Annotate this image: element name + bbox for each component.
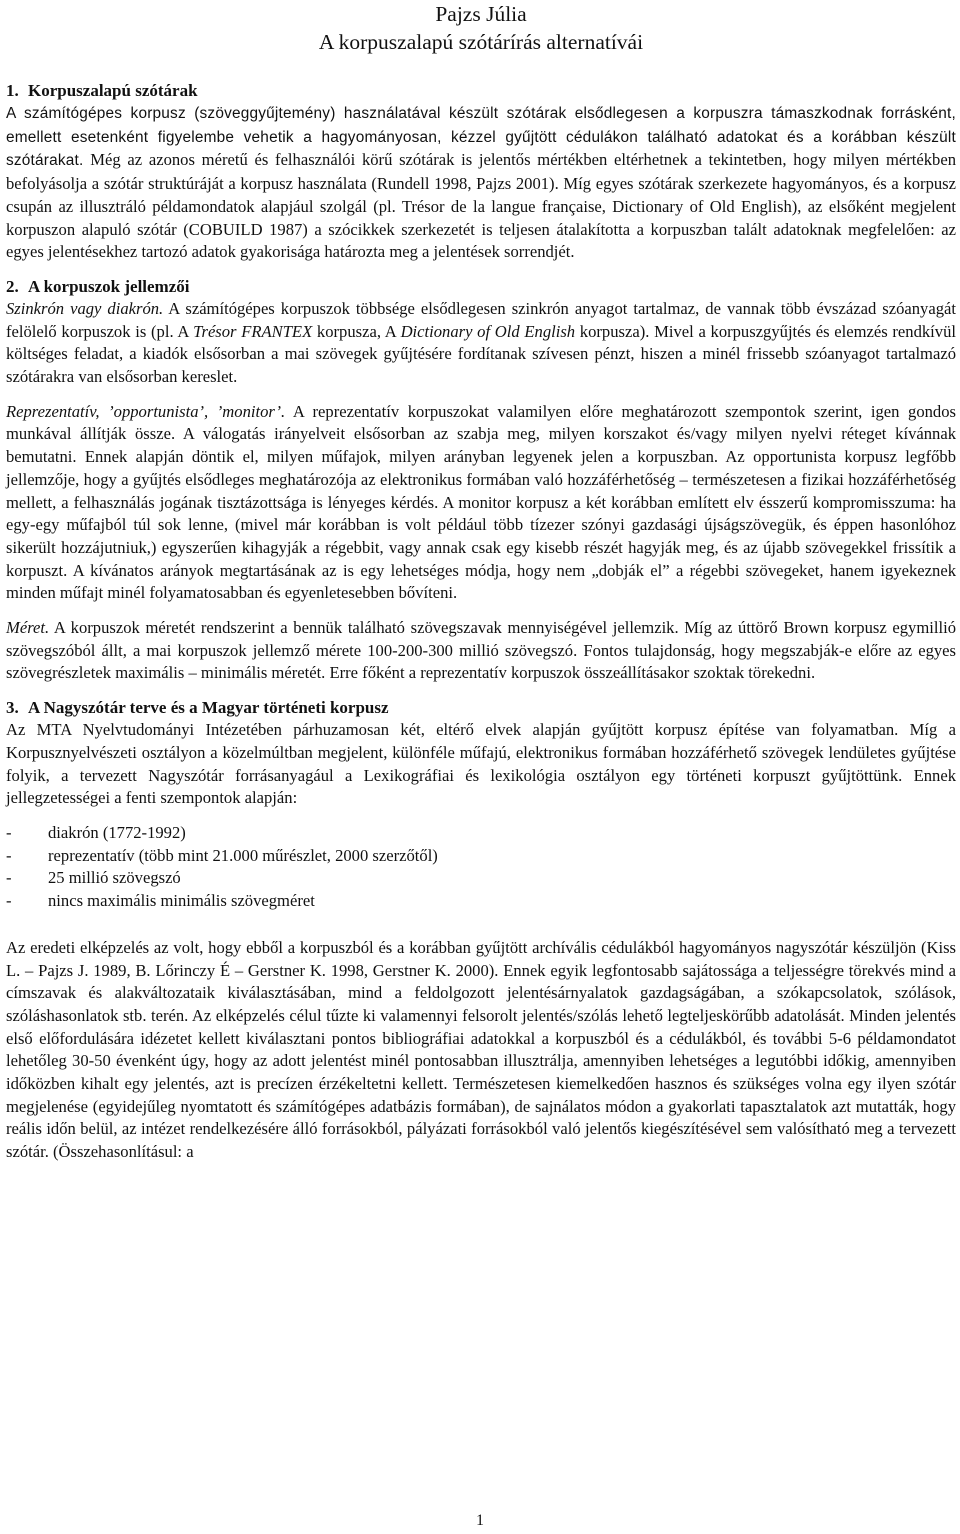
- list-item: [6, 867, 956, 890]
- section-1-number: 1.: [6, 81, 19, 100]
- section-2-heading: [6, 276, 956, 298]
- p-representative-text: A reprezentatív korpuszokat valamilyen előre meghatározott szempontok szerint, igen gondos munkával állítják össze. A válogatás irányelveit elsősorban az szabja meg, milyen korszakot és/vagy milyen nyelvi réteget kívánnak bemutatni. Ennek alapján döntik el, milyen műfajok, milyen arányban legyenek jelen a korpuszban. Az opportunista korpusz legfőbb jellemzője, hogy a gyűjtés elsődleges meghatározója az elektronikus formában való hozzáférhetőség – természetesen a fizikai hozzáférhetőség mellett, a felhasználás jogának tisztázottsága is lényeges kérdés. A monitor korpusz a két korábban említett elv ésszerű kompromisszuma: ha egy-egy műfajból túl sok lenne, (mivel már korábban is volt például több tízezer szónyi gazdasági újságszövegük, és éppen hasonlóhoz sikerült hozzájutniuk,) egyszerűen kihagyják a régebbit, vagy annak csak egy kisebb részét hagyják meg, és az újabb szövegekkel frissítik a korpuszt. A kívánatos arányok megtartásának az is egy lehetséges módja, hogy nem „dobják el” a régebbi szövegeket, hanem igyekeznek minden műfajt minél folyamatosabban és egyenletesebben bővíteni.: [6, 401, 956, 603]
- list-item-text: nincs maximális minimális szövegméret: [48, 891, 315, 911]
- page-number: 1: [476, 1512, 484, 1529]
- frantex-title: Trésor FRANTEX: [193, 321, 313, 341]
- list-item: [6, 845, 956, 868]
- section-1-text-b: Még az azonos méretű és felhasználói körű szótárak is jelentős mértékben eltérhetnek a tekintetben, hogy milyen mértékben befolyásolja a szótár struktúráját a korpusz használata (Rundell 1998, Pajzs 2001). Míg egyes szótárak szerkezete hagyományos, és a korpusz csupán az illusztráló példamondatok alapjául szolgál (pl. Trésor de la langue française, Dictionary of Old English), az elsőként megjelent korpuszon alapuló szótár (COBUILD 1987) a szócikkek szerkezetét is teljesen átalakította a korpuszban talált adatoknak megfelelően: az egyes jelentésekhez tartozó adatok gyakorisága határozta meg a jelentések sorrendjét.: [6, 150, 956, 262]
- list-item-text: reprezentatív (több mint 21.000 műrészlet, 2000 szerzőtől): [48, 845, 438, 865]
- section-1-title: Korpuszalapú szótárak: [28, 81, 198, 100]
- p-synchronic-text-b: korpusza, A: [312, 321, 401, 341]
- p-size-label: Méret.: [6, 618, 50, 638]
- section-2-number: 2.: [6, 276, 19, 296]
- document-page: [6, 0, 956, 1164]
- p-synchronic-text-a: A számítógépes korpuszok többsége elsődlegesen szinkrón anyagot tartalmaz, de vannak több évszázad szóanyagát felölelő korpuszok is (pl. A: [6, 298, 956, 341]
- section-3-heading: [6, 697, 956, 719]
- doe-title: Dictionary of Old English: [400, 321, 576, 341]
- section-3-paragraph-2: Az eredeti elképzelés az volt, hogy ebből a korpuszból és a korábban gyűjtött archívális cédulákból hagyományos nagyszótár készüljön (Kiss L. – Pajzs J. 1989, B. Lőrinczy É – Gerstner K. 1998, Gerstner K. 2000). Ennek egyik legfontosabb sajátossága a teljességre törekvés mind a címszavak és alakváltozataik kiválasztásában, mind a feldolgozott jelentésárnyalatok gazdagságában, a szókapcsolatok, szólások, szóláshasonlatok stb. terén. Az elképzelés célul tűzte ki valamennyi felsorolt jelentés/szólás lehető legteljeskörűbb adatolását. Minden jelentés első előfordulására idézetet kellett kiválasztani pontos bibliográfiai adatokkal a korpuszból és a cédulákból, és további 5-6 példamondatot lehetőleg 30-50 évenként úgy, hogy az adott jelentést minél pontosabban illusztrálja, amennyiben lehetséges a legutóbbi időkig, amennyiben időközben kihalt egy jelentés, azt is precízen érzékeltetni kellett. Természetesen kiemelkedően hasznos és szükséges volna egy ilyen szótár megjelenése (egyidejűleg nyomtatott és számítógépes adatbázis formában), de sajnálatos módon a gyakorlati tapasztalatok azt mutatták, hogy reális időn belül, az intézet rendelkezésére álló forrásokból, pályázati forrásokból való jelentős kiegészítésével sem valósítható meg a tervezett szótár. (Összehasonlításul: a: [6, 937, 956, 1162]
- section-3-number: 3.: [6, 698, 19, 718]
- corpus-features-list: [6, 822, 956, 913]
- dash-bullet: -: [6, 845, 12, 865]
- list-item: [6, 890, 956, 913]
- list-item-text: diakrón (1772-1992): [48, 822, 186, 842]
- section-3-paragraph-1: Az MTA Nyelvtudományi Intézetében párhuzamosan két, eltérő elvek alapján gyűjtött korpusz építése van folyamatban. Míg a Korpusznyelvészeti osztályon a közelmúltban megjelent, különféle műfajú, elektronikus formában hozzáférhető szövegek lendületes gyűjtése folyik, a tervezett Nagyszótár forrásanyagául a Lexikográfiai és lexikológia osztályon egy történeti korpuszt gyűjtöttünk. Ennek jellegzetességei a fenti szempontok alapján:: [6, 720, 956, 808]
- section-1-heading: [6, 80, 956, 102]
- p-size-text: A korpuszok méretét rendszerint a bennük található szövegszavak mennyiségével jellemzik. Míg az úttörő Brown korpusz egymillió szövegszóból állt, a mai korpuszok jellemző mérete 100-200-300 millió szövegszó. Fontos tulajdonság, hogy megszabják-e előre az egyes szövegrészletek maximális – minimális méretét. Erre főként a reprezentatív korpuszok összeállításakor szoktak törekedni.: [6, 618, 956, 683]
- dash-bullet: -: [6, 891, 12, 911]
- section-2-paragraph-2: [6, 401, 956, 605]
- section-3-title: A Nagyszótár terve és a Magyar történeti korpusz: [28, 698, 389, 718]
- section-2-title: A korpuszok jellemzői: [28, 276, 190, 296]
- list-item-text: 25 millió szövegszó: [48, 868, 181, 888]
- dash-bullet: -: [6, 868, 12, 888]
- p-representative-label: Reprezentatív, ’opportunista’, ’monitor’.: [6, 401, 286, 421]
- section-1-paragraph: [6, 102, 956, 264]
- section-2-paragraph-3: [6, 617, 956, 685]
- section-1-text-a: A számítógépes korpusz (szöveggyűjtemény) használatával készült szótárak elsődlegesen a korpuszra támaszkodnak forrásként, emellett esetenként figyelembe vehetik a hagyományosan, kézzel gyűjtött cédulákon található adatokat és a korábban készült szótárakat.: [6, 105, 956, 170]
- list-item: [6, 822, 956, 845]
- dash-bullet: -: [6, 822, 12, 842]
- section-2-paragraph-1: [6, 298, 956, 389]
- p-synchronic-text-c: korpusza). Mivel a korpuszgyűjtés és elemzés rendkívül költséges feladat, a kiadók elsősorban a mai szövegek gyűjtésére fordítanak szívesen pénzt, hiszen a minél frissebb szóanyagot tartalmazó szótárakra van elsősorban kereslet.: [6, 321, 956, 387]
- author-name: Pajzs Júlia: [435, 2, 527, 26]
- document-title: A korpuszalapú szótárírás alternatívái: [318, 30, 644, 54]
- p-synchronic-label: Szinkrón vagy diakrón.: [6, 298, 164, 318]
